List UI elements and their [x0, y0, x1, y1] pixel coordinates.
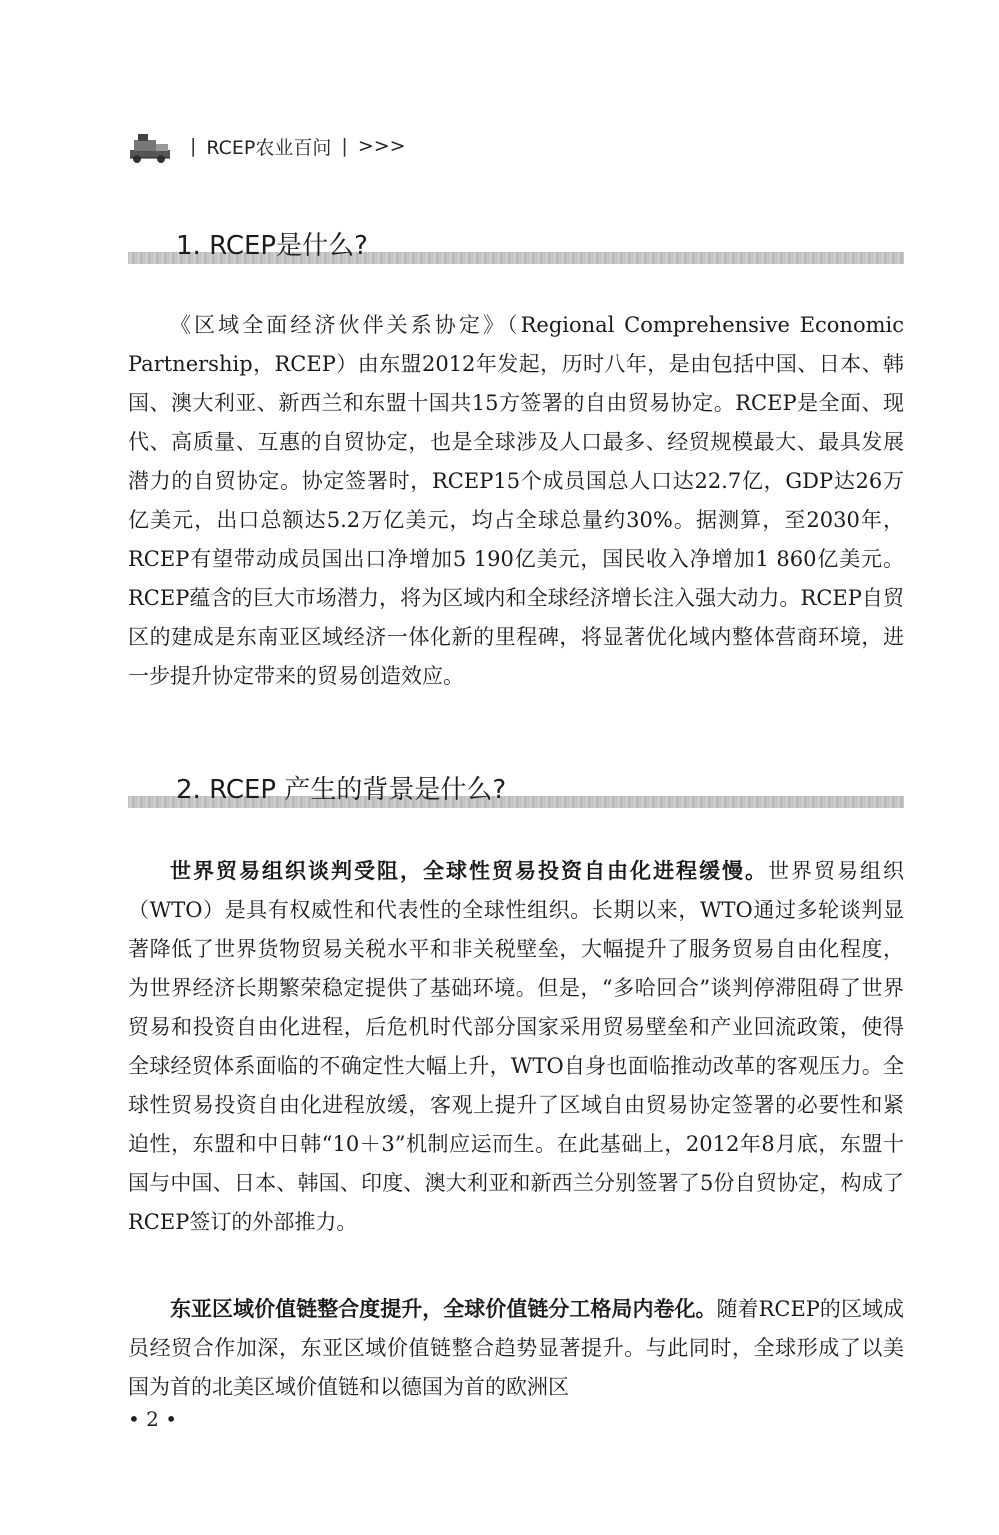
section-1-paragraph-text: 《区域全面经济伙伴关系协定》（Regional Comprehensive Economic Partnership，RCEP）由东盟2012年发起，历时八年，是由包括中国、日本、韩国、澳大利亚、新西兰和东盟十国共15方签署的自由贸易协定。RCEP是全面、现代、高质量、互惠的自贸协定，也是全球涉及人口最多、经贸规模最大、最具发展潜力的自贸协定。协定签署时，RCEP15个成员国总人口达22.7亿，GDP达26万亿美元，出口总额达5.2万亿美元，均占全球总量约30%。据测算，至2030年，RCEP有望带动成员国出口净增加5 190亿美元，国民收入净增加1 860亿美元。RCEP蕴含的巨大市场潜力，将为区域内和全球经济增长注入强大动力。RCEP自贸区的建成是东南亚区域经济一体化新的里程碑，将显著优化域内整体营商环境，进一步提升协定带来的贸易创造效应。 [128, 313, 904, 688]
section-2-paragraph-1-text: 世界贸易组织（WTO）是具有权威性和代表性的全球性组织。长期以来，WTO通过多轮谈判显著降低了世界货物贸易关税水平和非关税壁垒，大幅提升了服务贸易自由化程度，为世界经济长期繁荣稳定提供了基础环境。但是，“多哈回合”谈判停滞阻碍了世界贸易和投资自由化进程，后危机时代部分国家采用贸易壁垒和产业回流政策，使得全球经贸体系面临的不确定性大幅上升，WTO自身也面临推动改革的客观压力。全球性贸易投资自由化进程放缓，客观上提升了区域自由贸易协定签署的必要性和紧迫性，东盟和中日韩“10＋3”机制应运而生。在此基础上，2012年8月底，东盟十国与中国、日本、韩国、印度、澳大利亚和新西兰分别签署了5份自贸协定，构成了RCEP签订的外部推力。 [128, 859, 904, 1234]
section-2-paragraph-2 [128, 1290, 904, 1407]
section-2-heading [128, 772, 904, 812]
header-separator-left: | [190, 135, 197, 157]
book-title: RCEP农业百问 [206, 136, 332, 159]
running-header [128, 126, 406, 166]
section-1-title: 1. RCEP是什么? [176, 231, 368, 261]
page-number: • 2 • [128, 1407, 178, 1431]
section-2-paragraph-1 [128, 852, 904, 1242]
section-1-paragraph [128, 306, 904, 696]
header-arrows: >>> [357, 135, 406, 157]
section-1-heading [128, 228, 904, 268]
harvester-icon [128, 128, 172, 164]
section-2-title: 2. RCEP 产生的背景是什么? [176, 775, 507, 805]
header-separator-right: | [341, 135, 348, 157]
section-2-paragraph-2-lead: 东亚区域价值链整合度提升，全球价值链分工格局内卷化。 [170, 1297, 717, 1321]
section-2-paragraph-1-lead: 世界贸易组织谈判受阻，全球性贸易投资自由化进程缓慢。 [170, 859, 768, 883]
section-2-paragraph-2-text: 随着RCEP的区域成员经贸合作加深，东亚区域价值链整合趋势显著提升。与此同时，全球形成了以美国为首的北美区域价值链和以德国为首的欧洲区 [128, 1297, 904, 1399]
